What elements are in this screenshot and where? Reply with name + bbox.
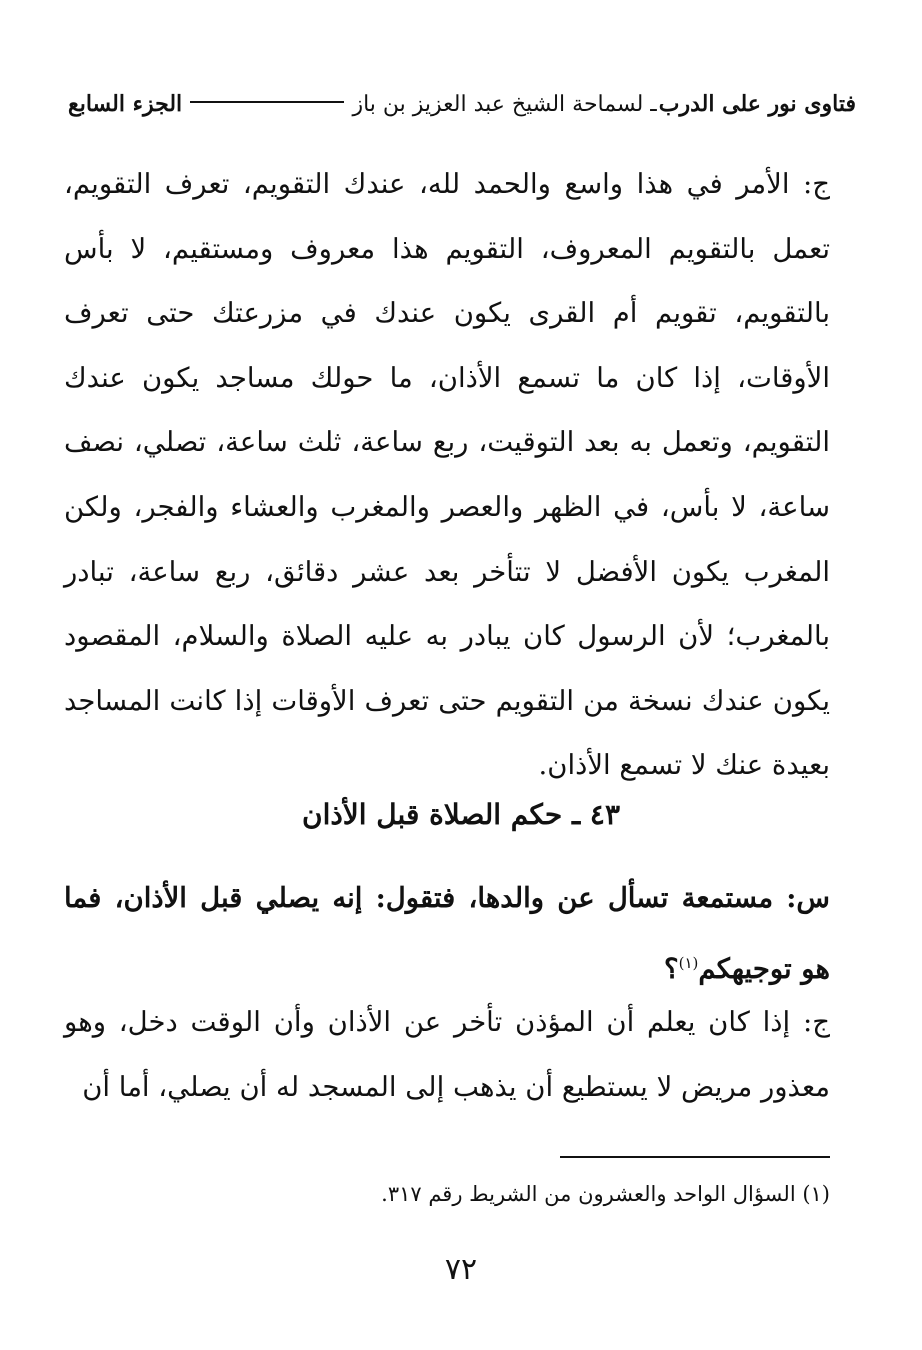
question-mark: ؟ bbox=[664, 952, 679, 985]
answer-paragraph-1: ج: الأمر في هذا واسع والحمد لله، عندك التقويم، تعرف التقويم، تعمل بالتقويم المعروف، التقويم هذا معروف ومستقيم، لا بأس بالتقويم، تقويم أم القرى يكون عندك في مزرعتك حتى تعرف الأوقات، إذا كان ما تسمع الأذان، ما حولك مساجد يكون عندك التقويم، وتعمل به بعد التوقيت، ربع ساعة، ثلث ساعة، تصلي، نصف ساعة، لا بأس، في الظهر والعصر والمغرب والعشاء والفجر، ولكن المغرب يكون الأفضل لا تتأخر بعد عشر دقائق، ربع ساعة، تبادر بالمغرب؛ لأن الرسول كان يبادر به عليه الصلاة والسلام، المقصود يكون عندك نسخة من التقويم حتى تعرف الأوقات إذا كانت المساجد بعيدة عنك لا تسمع الأذان. bbox=[64, 168, 830, 782]
answer-paragraph-2: ج: إذا كان يعلم أن المؤذن تأخر عن الأذان وأن الوقت دخل، وهو معذور مريض لا يستطيع أن يذهب إلى المسجد له أن يصلي، أما أن bbox=[64, 1006, 830, 1103]
footnote-reference[interactable]: (١) bbox=[678, 953, 699, 972]
volume-label: الجزء السابع bbox=[68, 91, 183, 117]
page-number: ٧٢ bbox=[444, 1252, 478, 1287]
question-paragraph bbox=[64, 866, 830, 1001]
footnote-text: (١) السؤال الواحد والعشرون من الشريط رقم ٣١٧. bbox=[381, 1182, 830, 1206]
footnote-separator bbox=[560, 1156, 830, 1158]
question-text: س: مستمعة تسأل عن والدها، فتقول: إنه يصلي قبل الأذان، فما هو توجيهكم bbox=[64, 882, 830, 985]
author-name: ـ لسماحة الشيخ عبد العزيز بن باز bbox=[352, 92, 657, 117]
book-title: فتاوى نور على الدرب bbox=[658, 91, 856, 117]
running-header bbox=[68, 86, 856, 124]
section-heading: ٤٣ ـ حكم الصلاة قبل الأذان bbox=[302, 798, 620, 831]
header-rule bbox=[190, 101, 344, 103]
